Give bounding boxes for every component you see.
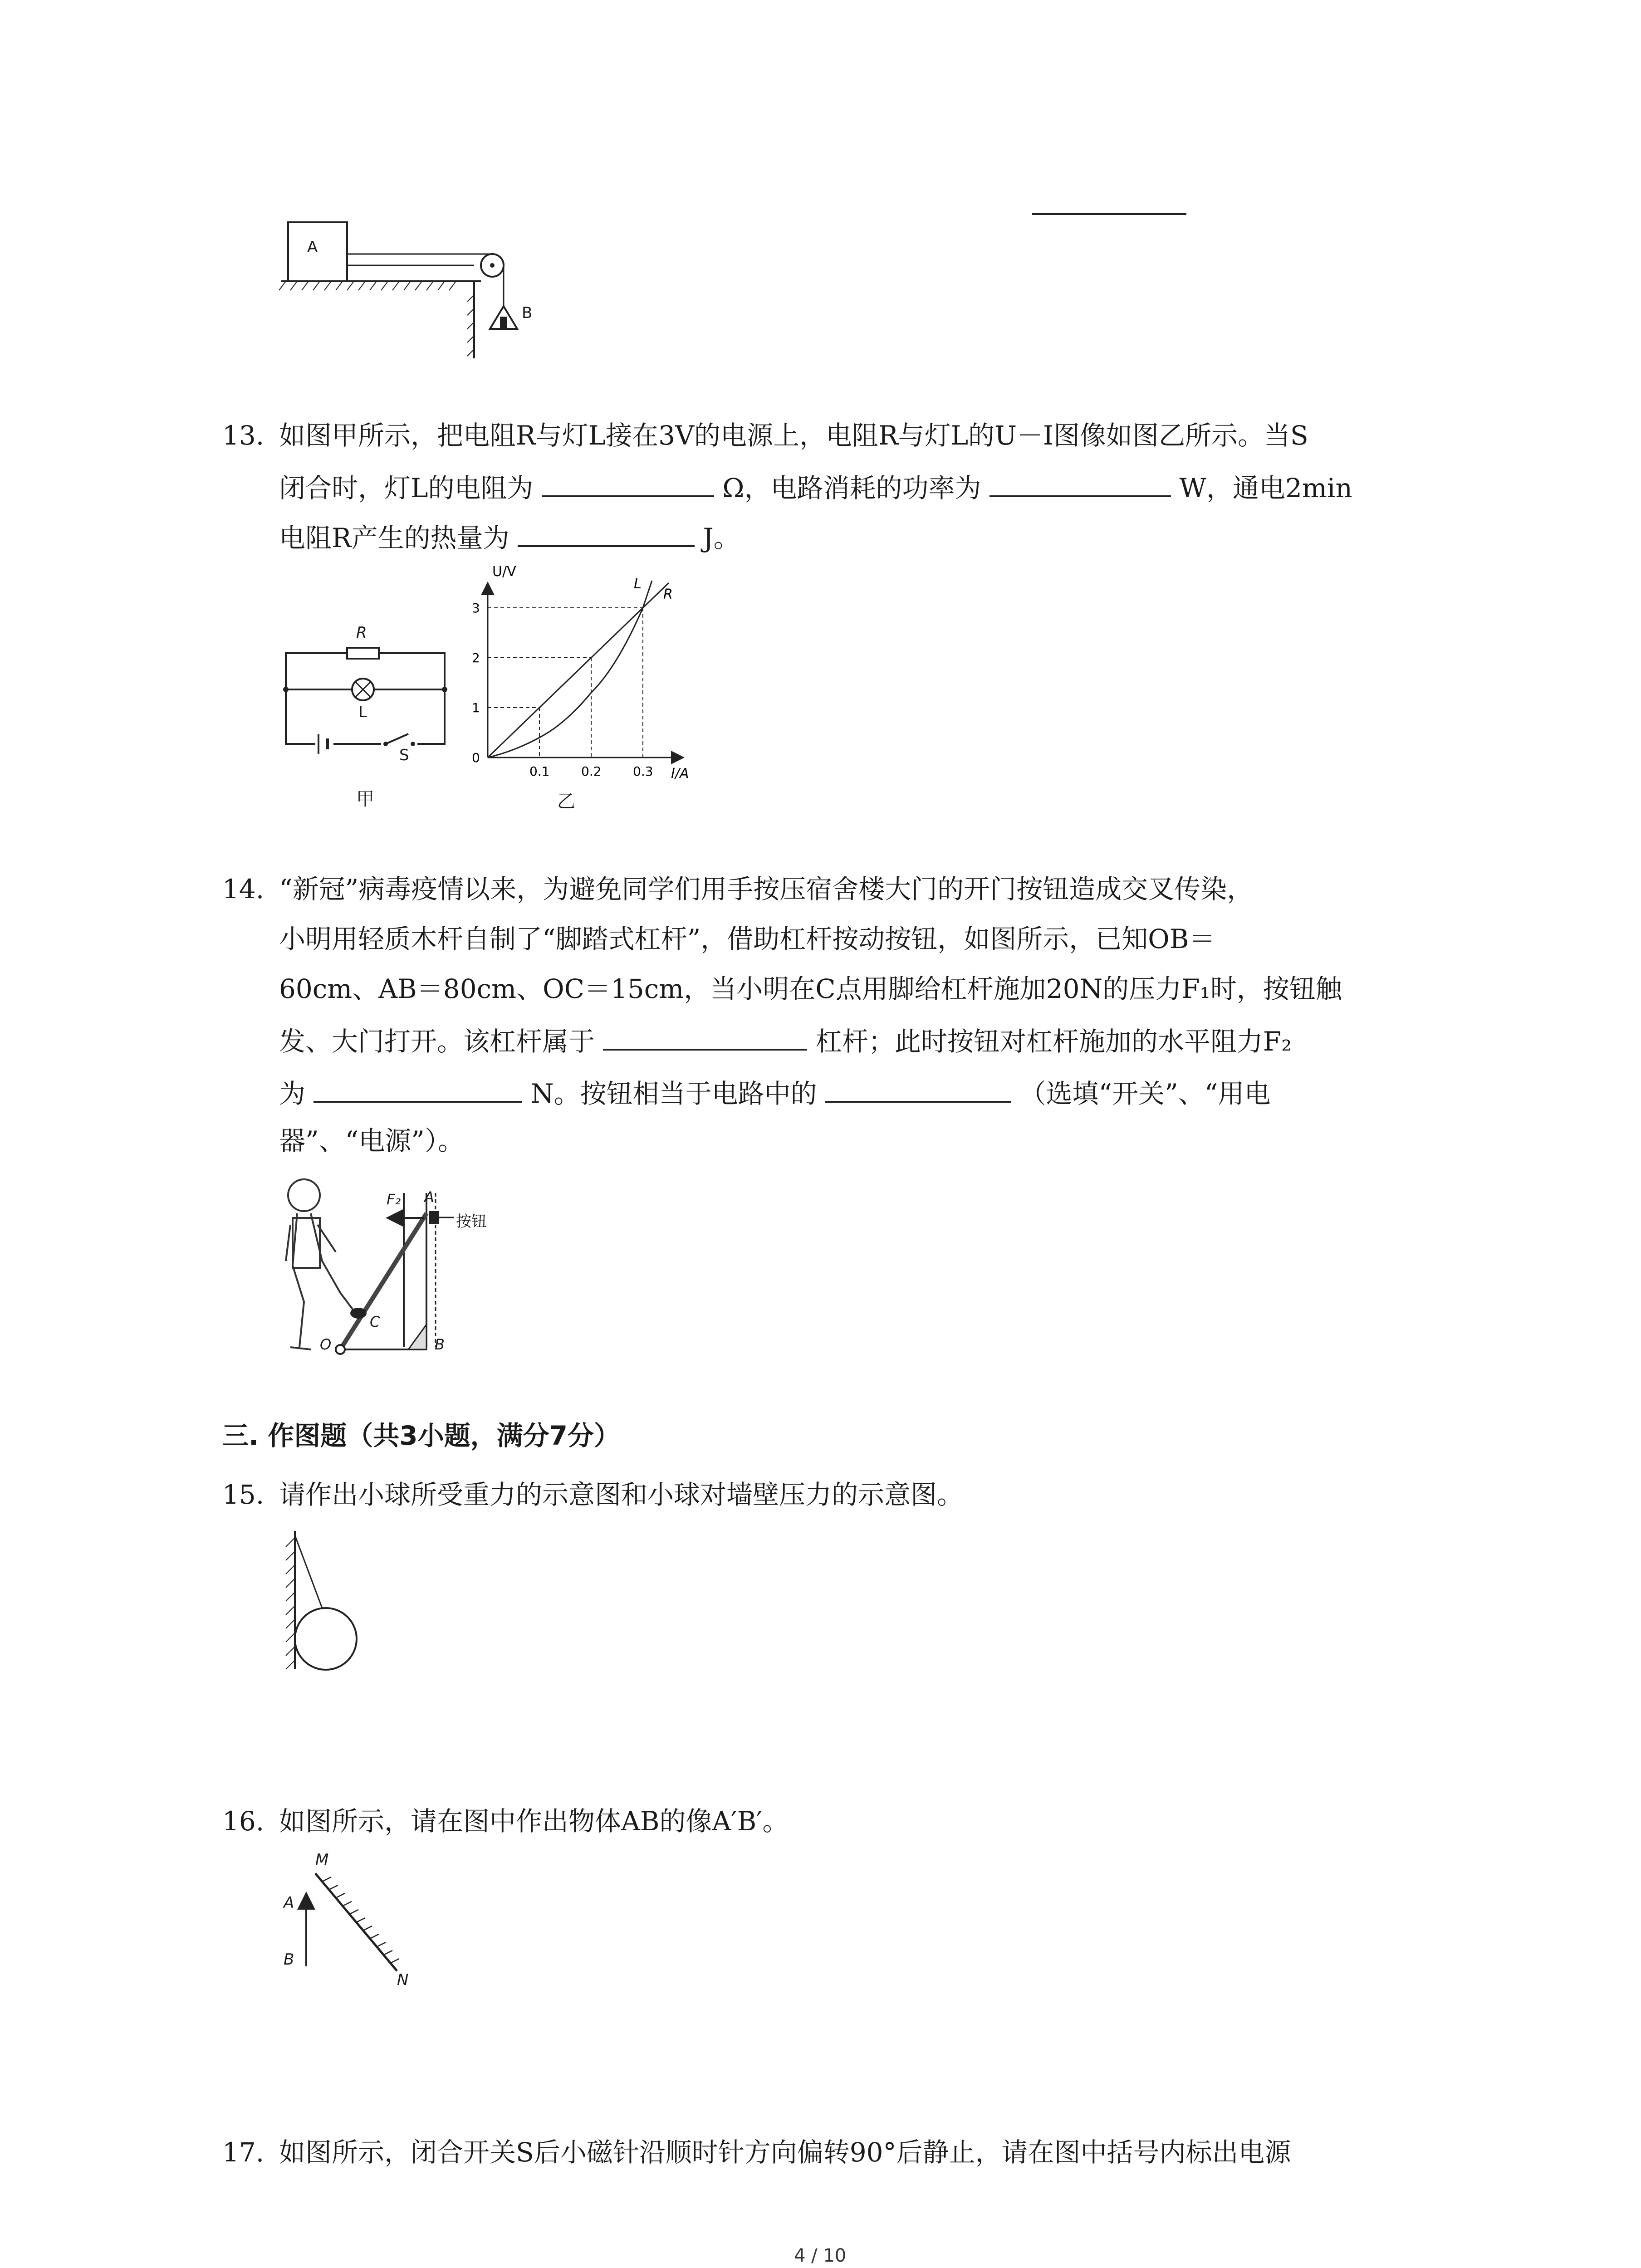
button-icon: [429, 1211, 439, 1224]
q12-label-a: A: [307, 238, 318, 256]
q13-line3a: 电阻R产生的热量为: [279, 523, 509, 553]
q15-text: 请作出小球所受重力的示意图和小球对墙壁压力的示意图。: [279, 1479, 964, 1510]
q14-line2: 小明用轻质木杆自制了“脚踏式杠杆”，借助杠杆按动按钮，如图所示，已知OB＝: [279, 924, 1215, 954]
q14-line6: 器”、“电源”）。: [279, 1125, 464, 1156]
q13-line2b: Ω，电路消耗的功率为: [722, 473, 981, 503]
q13-number: 13.: [222, 420, 265, 451]
q14-label-a: A: [424, 1188, 434, 1206]
q16-label-m: M: [315, 1851, 329, 1869]
x-tick-0: 0.1: [529, 764, 550, 779]
q16-mirror-figure: [272, 1855, 445, 1991]
q13-line3b: J。: [703, 523, 740, 553]
q13-line2: [279, 467, 1352, 506]
q14-line5c: （选填“开关”、“用电: [1019, 1078, 1271, 1109]
x-axis-label: I/A: [671, 766, 689, 782]
q16-text: 如图所示，请在图中作出物体AB的像A′B′。: [279, 1806, 789, 1837]
y-tick-2: 2: [472, 650, 480, 665]
q14-label-b: B: [435, 1336, 445, 1353]
q13-circuit-r: R: [356, 624, 367, 642]
x-tick-1: 0.2: [581, 764, 602, 779]
y-axis-label: U/V: [492, 564, 516, 580]
q16-label-a: A: [284, 1894, 294, 1912]
x-tick-2: 0.3: [633, 764, 653, 779]
page-number: 4 / 10: [794, 2245, 847, 2266]
q16-label-b: B: [284, 1950, 294, 1969]
q13-caption-yi: 乙: [557, 791, 575, 812]
y-tick-1: 1: [472, 700, 480, 715]
y-tick-0: 0: [472, 750, 480, 765]
q13-ui-graph: [463, 562, 744, 798]
y-tick-3: 3: [472, 601, 480, 616]
q16-label-n: N: [397, 1971, 409, 1989]
q16-number: 16.: [222, 1806, 265, 1837]
q14-blank-component[interactable]: [825, 1073, 1011, 1103]
series-L: [488, 581, 652, 758]
q14-line4a: 发、大门打开。该杠杆属于: [279, 1026, 595, 1057]
series-R: [488, 583, 669, 758]
q13-blank-resistance[interactable]: [542, 467, 714, 497]
q13-line1: 如图甲所示，把电阻R与灯L接在3V的电源上，电阻R与灯L的U－I图像如图乙所示。当S: [279, 420, 1308, 451]
q14-number: 14.: [222, 874, 265, 904]
q13-blank-heat[interactable]: [518, 517, 695, 547]
q13-line3: [279, 517, 740, 556]
series-label-R: R: [663, 587, 673, 602]
q14-label-o: O: [320, 1336, 332, 1353]
resistor-icon: [347, 648, 379, 659]
q14-line4: [279, 1021, 1292, 1060]
q13-blank-power[interactable]: [989, 467, 1171, 497]
q17-text: 如图所示，闭合开关S后小磁针沿顺时针方向偏转90°后静止，请在图中括号内标出电源: [279, 2137, 1291, 2168]
q13-caption-jia: 甲: [356, 789, 374, 810]
q13-line2a: 闭合时，灯L的电阻为: [279, 473, 534, 503]
ball-icon: [295, 1608, 357, 1670]
q14-line1: “新冠”病毒疫情以来，为避免同学们用手按压宿舍楼大门的开门按钮造成交叉传染，: [279, 874, 1254, 904]
q13-circuit-l: L: [358, 703, 367, 721]
q17-number: 17.: [222, 2137, 265, 2168]
boy-figure: [286, 1179, 354, 1349]
q14-line5b: N。按钮相当于电路中的: [530, 1078, 817, 1109]
q14-blank-force[interactable]: [314, 1073, 522, 1103]
q15-number: 15.: [222, 1479, 265, 1510]
q14-label-button: 按钮: [456, 1212, 487, 1231]
q12-answer-blank[interactable]: [1032, 213, 1186, 215]
q14-line4b: 杠杆；此时按钮对杠杆施加的水平阻力F₂: [815, 1026, 1292, 1057]
q14-label-c: C: [370, 1313, 380, 1330]
q13-circuit-s: S: [399, 746, 409, 764]
q14-label-f2: F₂: [387, 1191, 401, 1208]
q13-line2c: W，通电2min: [1179, 473, 1352, 503]
q14-line5: [279, 1073, 1271, 1112]
q13-circuit-figure: [272, 617, 463, 762]
series-label-L: L: [634, 576, 642, 592]
q15-ball-figure: [272, 1529, 372, 1678]
q14-line3: 60cm、AB＝80cm、OC＝15cm，当小明在C点用脚给杠杆施加20N的压力F₁时，按钮触: [279, 973, 1342, 1004]
q12-pulley-figure: [272, 213, 544, 367]
q14-line5a: 为: [279, 1078, 306, 1109]
q14-blank-lever-type[interactable]: [603, 1021, 807, 1051]
q12-label-b: B: [522, 304, 533, 322]
section-3-title: 三. 作图题（共3小题，满分7分）: [222, 1420, 620, 1451]
